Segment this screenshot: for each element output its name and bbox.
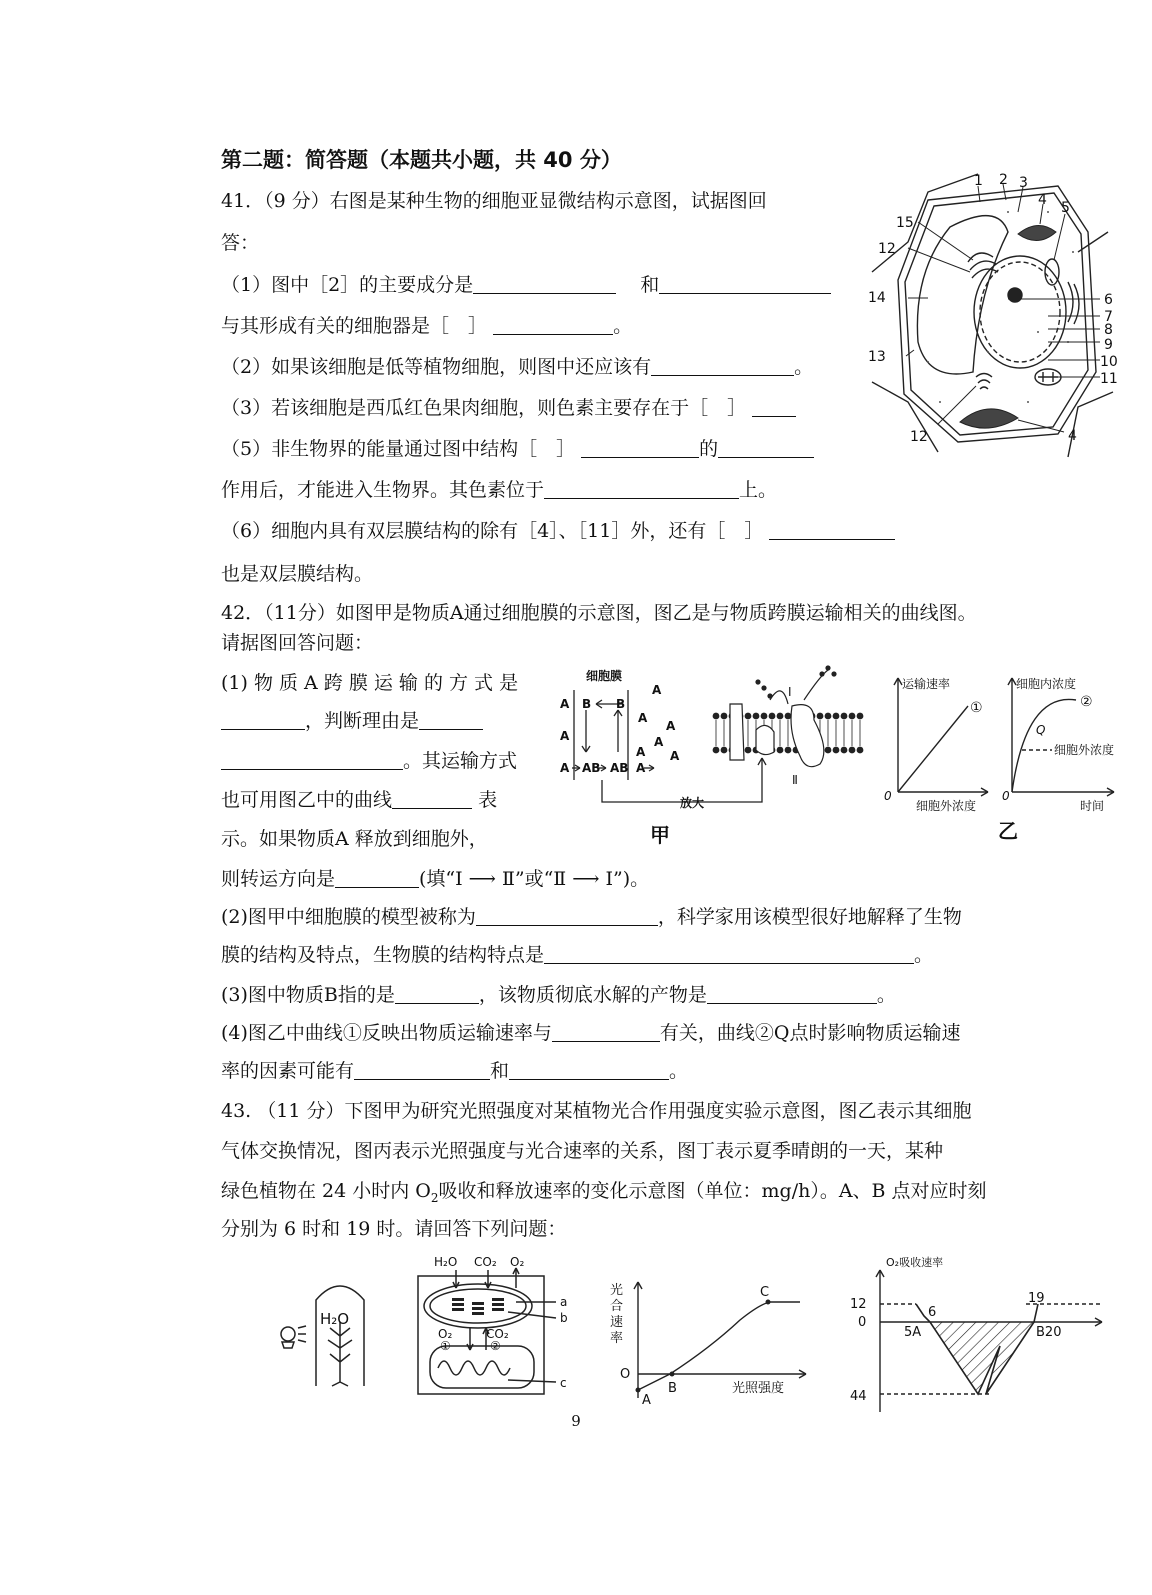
q42-p2-text-b: ，科学家用该模型很好地解释了生物 [657,906,962,928]
q41-p6-text-a: （6）细胞内具有双层膜结构的除有［4］、［11］外，还有［ ］ [221,520,764,542]
answer-blank[interactable] [544,497,739,499]
photosynthesis-rate-graph [610,1278,810,1408]
lipid-head [721,747,728,754]
q41-p5-text-b: 的 [699,438,719,460]
q41-p5-text-c: 作用后，才能进入生物界。其色素位于 [221,479,545,501]
lipid-head [841,747,848,754]
q41-p3-text-a: （3）若该细胞是西瓜红色果肉细胞，则色素主要存在于［ ］ [221,397,747,419]
q43-intro-line-3 [221,1182,987,1204]
cell-label: 14 [868,290,886,306]
membrane-transport-figure [552,660,870,850]
q41-part-2-line [221,358,813,377]
q41-part-5-line [221,440,814,459]
graph2-reference-label: 细胞外浓度 [1054,743,1115,757]
q41-p1-text-b: 和 [640,274,660,296]
point-Q-label: Q [1036,723,1046,737]
cell-label: 12 [878,241,896,257]
cell-label: 9 [1104,337,1113,353]
cell-label: 8 [1104,322,1113,338]
figure-caption: 甲 [650,823,670,847]
answer-blank[interactable] [718,456,814,458]
part-label-b: b [560,1311,568,1325]
lipid-head [833,747,840,754]
answer-blank[interactable] [476,924,658,926]
lipid-head [857,713,864,720]
q42-p3-text-c: 。 [876,984,896,1006]
lipid-head [849,713,856,720]
graph2-y-label: 细胞内浓度 [1016,677,1077,691]
cell-label: 12 [910,429,928,445]
molecule-label: A [560,697,570,711]
plant-cell-diagram [868,172,1118,462]
q41-p2-text-a: （2）如果该细胞是低等植物细胞，则图中还应该有 [221,356,652,378]
point-B-label: B [668,1381,677,1396]
graph2-x-label: 时间 [1080,799,1105,813]
lipid-head [825,747,832,754]
graph1-x-label: 细胞外浓度 [916,799,977,813]
lipid-head [825,713,832,720]
lipid-head [785,713,792,720]
answer-blank[interactable] [419,728,483,730]
q43-intro-line-1: 43. （11 分）下图甲为研究光照强度对某植物光合作用强度实验示意图，图乙表示其细胞 [221,1100,972,1122]
q42-p2-text-d: 。 [914,944,934,966]
curve1-label: ① [970,700,983,716]
cell-label: 4 [1038,192,1047,208]
y-axis-char: 合 [610,1299,624,1314]
answer-blank[interactable] [552,1040,660,1042]
molecule-label: A [636,761,646,775]
answer-blank[interactable] [354,1078,490,1080]
q42-p3-text-b: ，该物质彻底水解的产物是 [478,984,707,1006]
q43-intro-text: 绿色植物在 24 小时内 O [221,1180,431,1202]
molecule-label: A [652,683,662,697]
answer-blank[interactable] [659,292,831,294]
molecule-label: AB [610,761,629,775]
y-tick-0: 0 [858,1315,867,1330]
graph1-y-label: 运输速率 [902,677,951,691]
lipid-head [833,713,840,720]
q41-p2-text-b: 。 [794,356,814,378]
q41-p5-text-d: 上。 [739,479,778,501]
q41-p1-text-a: （1）图中［2］的主要成分是 [221,274,474,296]
time-label-5A: 5A [904,1325,922,1340]
answer-blank[interactable] [752,415,796,417]
x-axis-label: 光照强度 [732,1381,785,1396]
q42-part-4-line-2 [221,1062,688,1081]
q43-intro-subscript: 2 [430,1190,439,1205]
lipid-head [857,747,864,754]
q41-part-3-line [221,399,796,418]
cell-label: 15 [896,215,914,231]
q42-p3-text-a: (3)图中物质B指的是 [221,984,395,1006]
part-label-a: a [560,1295,568,1309]
q43-intro-text: 吸收和释放速率的变化示意图（单位：mg/h）。A、B 点对应时刻 [438,1180,987,1202]
lipid-head [777,747,784,754]
graph2-origin: 0 [1002,789,1010,803]
answer-blank[interactable] [493,333,613,335]
answer-blank[interactable] [473,292,616,294]
lipid-head [841,713,848,720]
section-title: 第二题：简答题（本题共小题，共 40 分） [221,148,622,172]
answer-blank[interactable] [769,538,895,540]
point-C-label: C [760,1285,770,1300]
q42-p2-text-a: (2)图甲中细胞膜的模型被称为 [221,906,476,928]
pathway-mark: ① [440,1339,451,1353]
time-label-19: 19 [1028,1291,1045,1306]
point-A-label: A [642,1393,651,1408]
q42-p1-text-d: 也可用图乙中的曲线 [221,789,393,811]
q42-part-2-line-1 [221,908,962,927]
molecule-label: A [666,719,676,733]
curve2-label: ② [1080,694,1093,710]
q42-part-2-line-2 [221,946,933,965]
time-label-B20: B20 [1036,1325,1062,1340]
molecule-label: A [560,761,570,775]
lipid-head [761,713,768,720]
q41-intro-line-2: 答： [221,232,260,254]
q42-intro-line-2: 请据图回答问题： [221,632,374,654]
page-number: 9 [571,1412,581,1430]
q41-part-6-line [221,522,895,541]
chem-label: O₂ [438,1327,453,1341]
answer-blank[interactable] [395,1002,479,1004]
answer-blank[interactable] [544,962,914,964]
chem-label: O₂ [510,1255,525,1269]
cell-label: 7 [1104,309,1113,325]
answer-blank[interactable] [707,1002,877,1004]
q43-intro-line-2: 气体交换情况，图丙表示光照强度与光合速率的关系，图丁表示夏季晴朗的一天，某种 [221,1140,944,1162]
y-axis-char: 率 [610,1331,624,1346]
q41-p1-text-c: 与其形成有关的细胞器是［ ］ [221,315,488,337]
q41-p5-text-a: （5）非生物界的能量通过图中结构［ ］ [221,438,576,460]
y-tick-12: 12 [850,1297,867,1312]
transport-rate-graphs [876,672,1122,852]
answer-blank[interactable] [221,728,305,730]
figure-caption: 乙 [998,819,1018,843]
q42-p1-text-g: 则转运方向是 [221,868,336,890]
q42-part-1-line-4 [221,791,497,810]
cell-label: 10 [1100,354,1118,370]
molecule-label: A [670,749,680,763]
graph-title: O₂吸收速率 [886,1256,944,1269]
q42-p1-text-b: ，判断理由是 [305,710,420,732]
lipid-head [777,713,784,720]
y-axis-char: 光 [610,1283,624,1298]
q42-intro-line-1: 42．（11分）如图甲是物质A通过细胞膜的示意图，图乙是与物质跨膜运输相关的曲线图。 [221,602,977,624]
q42-part-4-line-1 [221,1024,961,1043]
q42-p2-text-c: 膜的结构及特点，生物膜的结构特点是 [221,944,545,966]
y-tick-44: 44 [850,1389,867,1404]
q42-p4-text-b: 有关，曲线②Q点时影响物质运输速 [659,1022,961,1044]
answer-blank[interactable] [335,886,419,888]
membrane-label: 细胞膜 [586,669,623,683]
q42-part-1-line-3 [221,752,517,771]
q41-part-1-line-2 [221,317,632,336]
lipid-head [769,713,776,720]
q41-intro-line-1: 41．（9 分）右图是某种生物的细胞亚显微结构示意图，试据图回 [221,190,767,212]
lipid-head [785,747,792,754]
q42-part-1-line-2 [221,712,483,731]
cell-label: 2 [999,172,1008,188]
cell-label: 1 [974,173,983,189]
lipid-head [713,747,720,754]
cell-label: 11 [1100,371,1118,387]
molecule-label: A [638,711,648,725]
chem-label: CO₂ [486,1327,509,1341]
graph1-origin: 0 [884,789,892,803]
answer-blank[interactable] [392,807,472,809]
chem-label: CO₂ [474,1255,497,1269]
answer-blank[interactable] [221,768,403,770]
q43-intro-line-4: 分别为 6 时和 19 时。请回答下列问题： [221,1218,567,1240]
cell-label: 3 [1019,175,1028,191]
q41-part-5-line-2 [221,481,777,500]
cell-gas-exchange-diagram [416,1250,576,1400]
molecule-label: B [582,697,592,711]
part-label-c: c [560,1376,567,1390]
lipid-head [713,713,720,720]
lipid-head [753,713,760,720]
lipid-head [817,713,824,720]
molecule-label: B [616,697,626,711]
lipid-head [721,713,728,720]
side-label-II: Ⅱ [792,773,798,787]
q42-p4-text-c: 率的因素可能有 [221,1060,355,1082]
cell-label: 5 [1061,200,1070,216]
chem-label: H₂O [434,1255,458,1269]
light-experiment-diagram [270,1272,390,1388]
q42-p1-text-e: 表 [478,789,498,811]
answer-blank[interactable] [581,456,699,458]
q42-part-3-line [221,986,896,1005]
q41-part-1-line [221,276,831,295]
q42-p4-text-a: (4)图乙中曲线①反映出物质运输速率与 [221,1022,552,1044]
molecule-label: A [654,735,664,749]
molecule-label: A [560,729,570,743]
pathway-mark: ② [490,1339,501,1353]
molecule-label: A [636,745,646,759]
origin-label: O [620,1367,631,1382]
lipid-head [745,747,752,754]
q42-part-1-line-6 [221,870,649,889]
cell-label: 13 [868,349,886,365]
cell-label: 4 [1068,428,1077,444]
cell-label: 6 [1104,292,1113,308]
lipid-head [849,747,856,754]
q42-part-1-line-5: 示。如果物质A 释放到细胞外， [221,828,488,850]
side-label-I: I [788,685,792,699]
water-label: H₂O [320,1310,350,1328]
answer-blank[interactable] [509,1078,669,1080]
y-axis-char: 速 [610,1315,624,1330]
q41-p1-text-d: 。 [613,315,633,337]
molecule-label: AB [582,761,601,775]
lipid-head [745,713,752,720]
time-label-6: 6 [928,1305,937,1320]
q42-p4-text-d: 和 [490,1060,510,1082]
q41-part-6-line-2: 也是双层膜结构。 [221,563,374,585]
oxygen-rate-graph [840,1254,1116,1416]
q42-p1-text-h: (填“Ⅰ ⟶ Ⅱ”或“Ⅱ ⟶ Ⅰ”)。 [419,868,650,890]
q42-part-1-line-1: (1) 物 质 A 跨 膜 运 输 的 方 式 是 [221,672,519,694]
answer-blank[interactable] [651,374,794,376]
q42-p4-text-e: 。 [669,1060,689,1082]
q42-p1-text-c: 。其运输方式 [403,750,518,772]
enlarge-label: 放大 [680,796,705,810]
